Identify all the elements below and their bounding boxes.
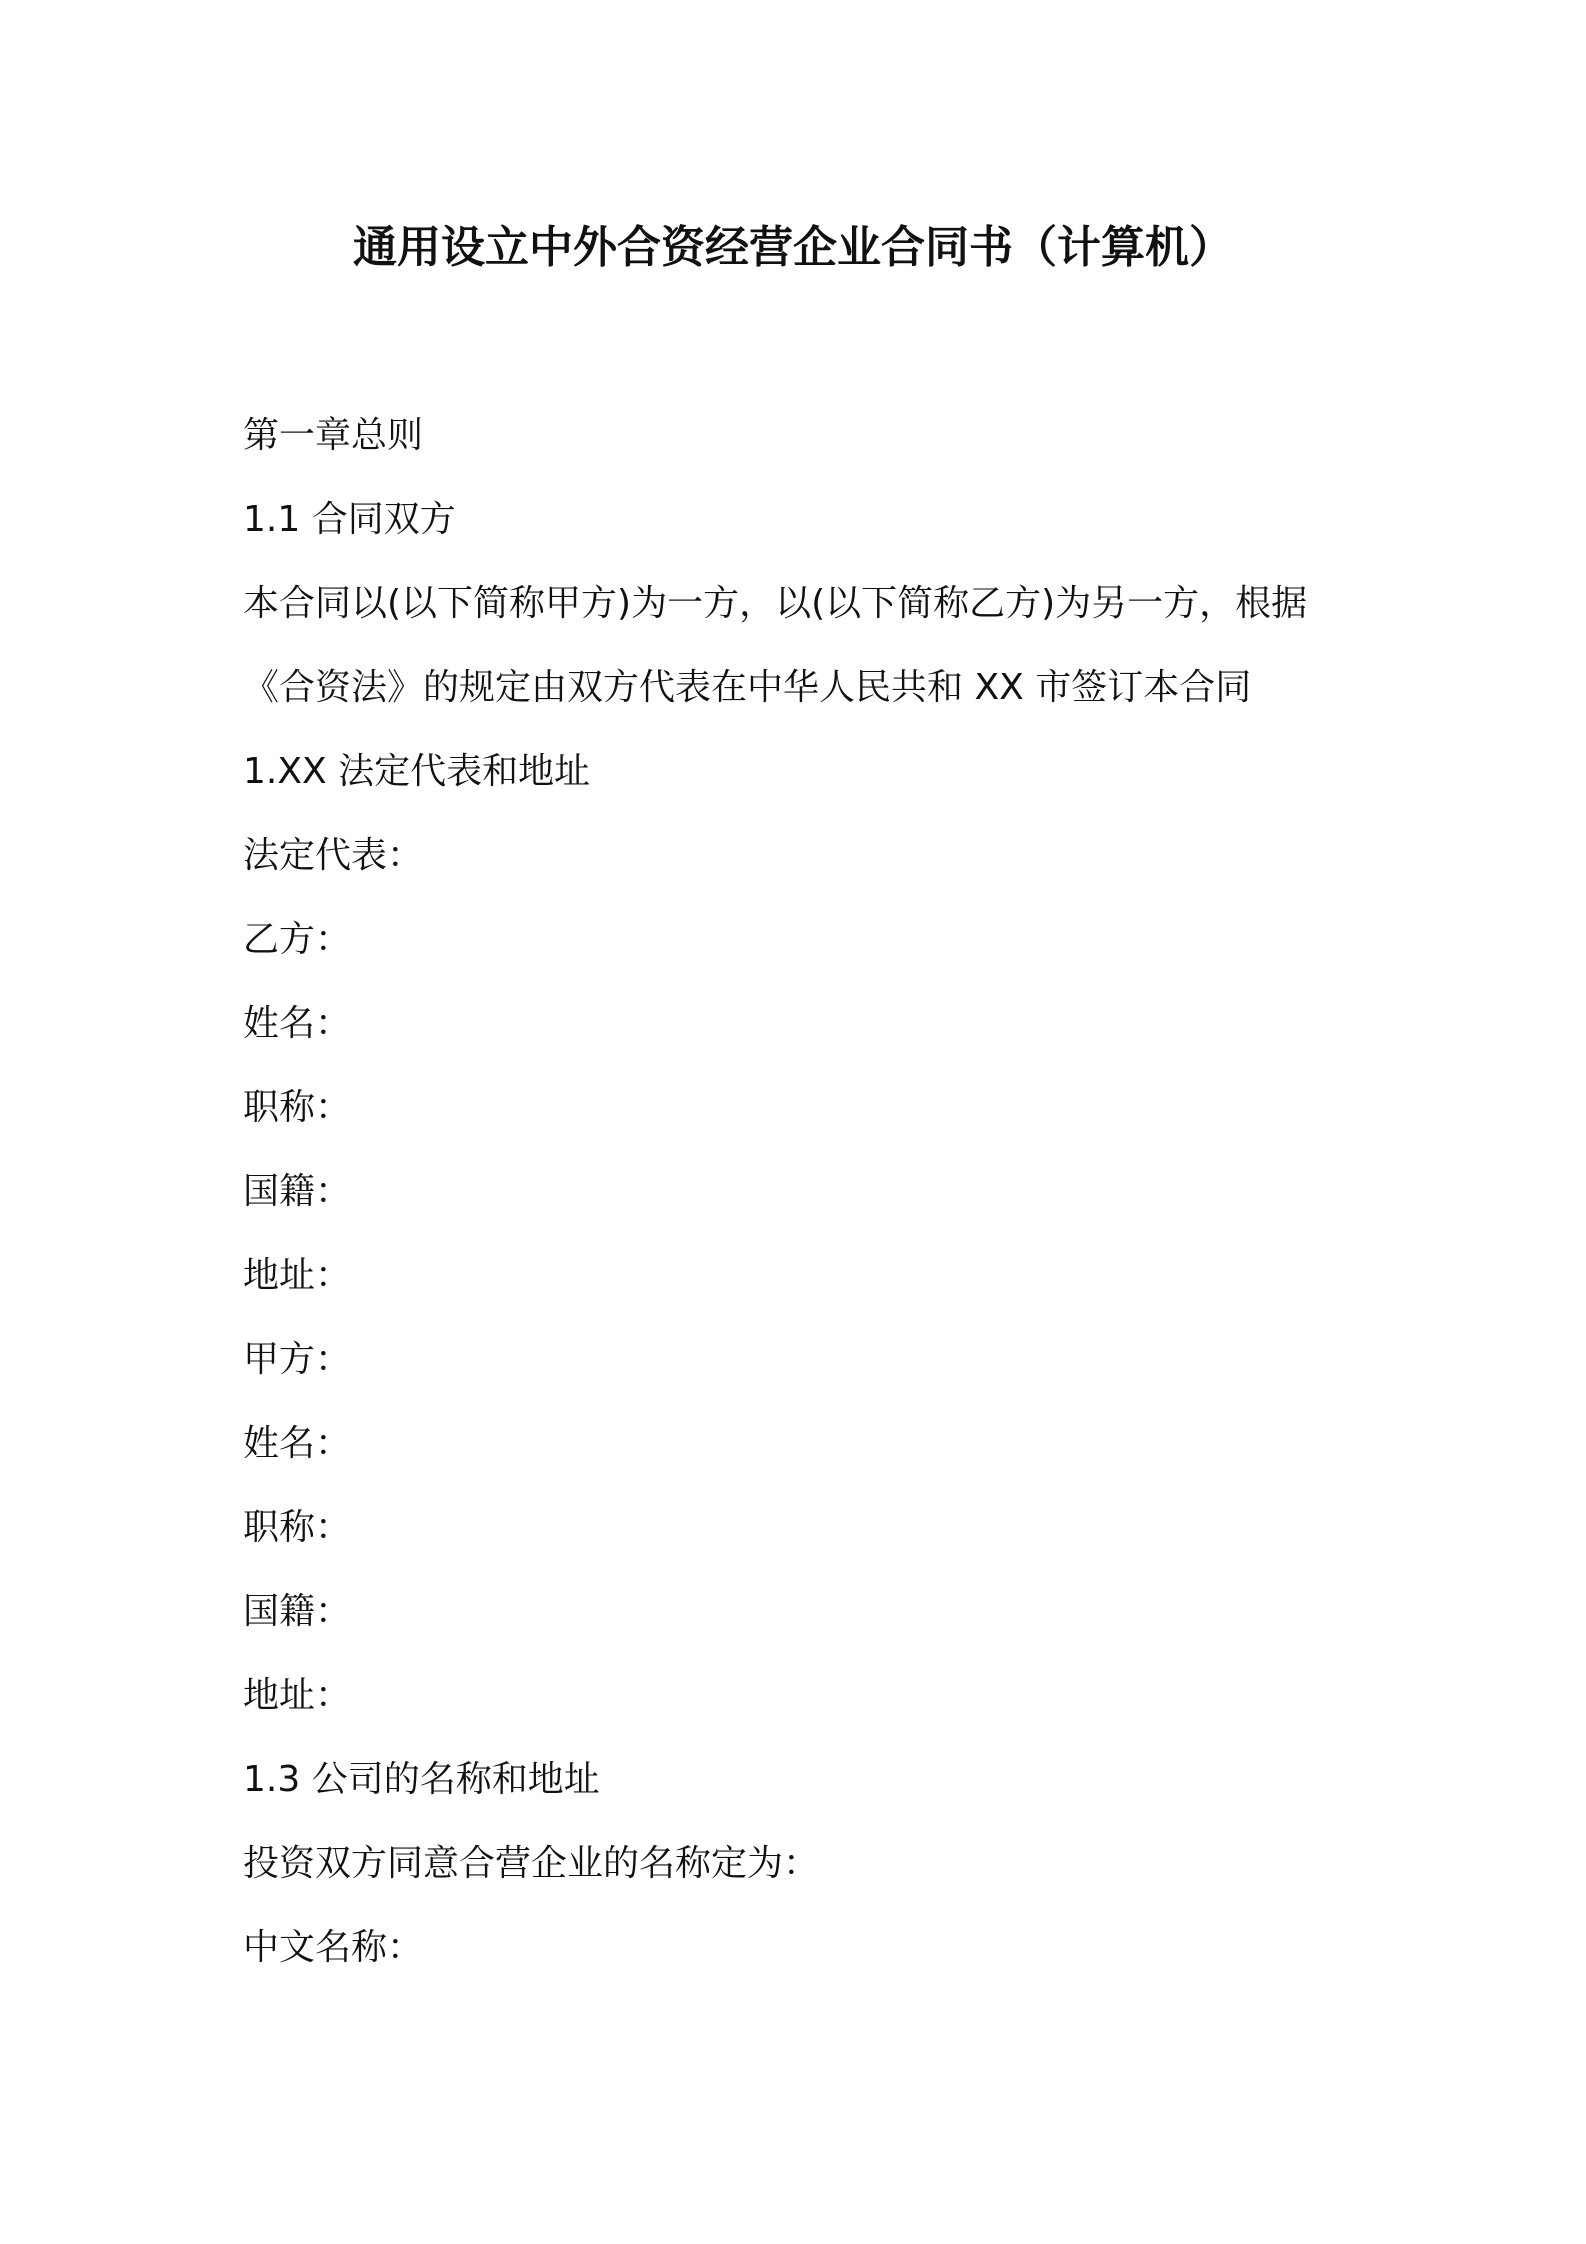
field-party-b-name: 姓名： (243, 1003, 352, 1044)
section-heading-representatives: 1.XX 法定代表和地址 (243, 751, 591, 792)
field-party-a-address: 地址： (243, 1675, 352, 1716)
field-party-a-name: 姓名： (243, 1423, 352, 1464)
field-party-a: 甲方： (243, 1339, 352, 1380)
field-party-a-nationality: 国籍： (243, 1591, 352, 1632)
field-party-b: 乙方： (243, 919, 352, 960)
section-heading-parties: 1.1 合同双方 (243, 499, 456, 540)
chapter-heading: 第一章总则 (243, 415, 424, 456)
field-chinese-name: 中文名称： (243, 1927, 424, 1968)
paragraph-line-1: 本合同以(以下简称甲方)为一方，以(以下简称乙方)为另一方，根据 (243, 583, 1308, 624)
field-party-a-title: 职称： (243, 1507, 352, 1548)
paragraph-line-2: 《合资法》的规定由双方代表在中华人民共和 XX 市签订本合同 (243, 667, 1252, 708)
field-party-b-address: 地址： (243, 1255, 352, 1296)
field-party-b-title: 职称： (243, 1087, 352, 1128)
document-title: 通用设立中外合资经营企业合同书（计算机） (353, 222, 1233, 273)
field-legal-representative: 法定代表： (243, 835, 424, 876)
field-party-b-nationality: 国籍： (243, 1171, 352, 1212)
paragraph-company-name: 投资双方同意合营企业的名称定为： (243, 1843, 820, 1884)
section-heading-company-name: 1.3 公司的名称和地址 (243, 1759, 600, 1800)
